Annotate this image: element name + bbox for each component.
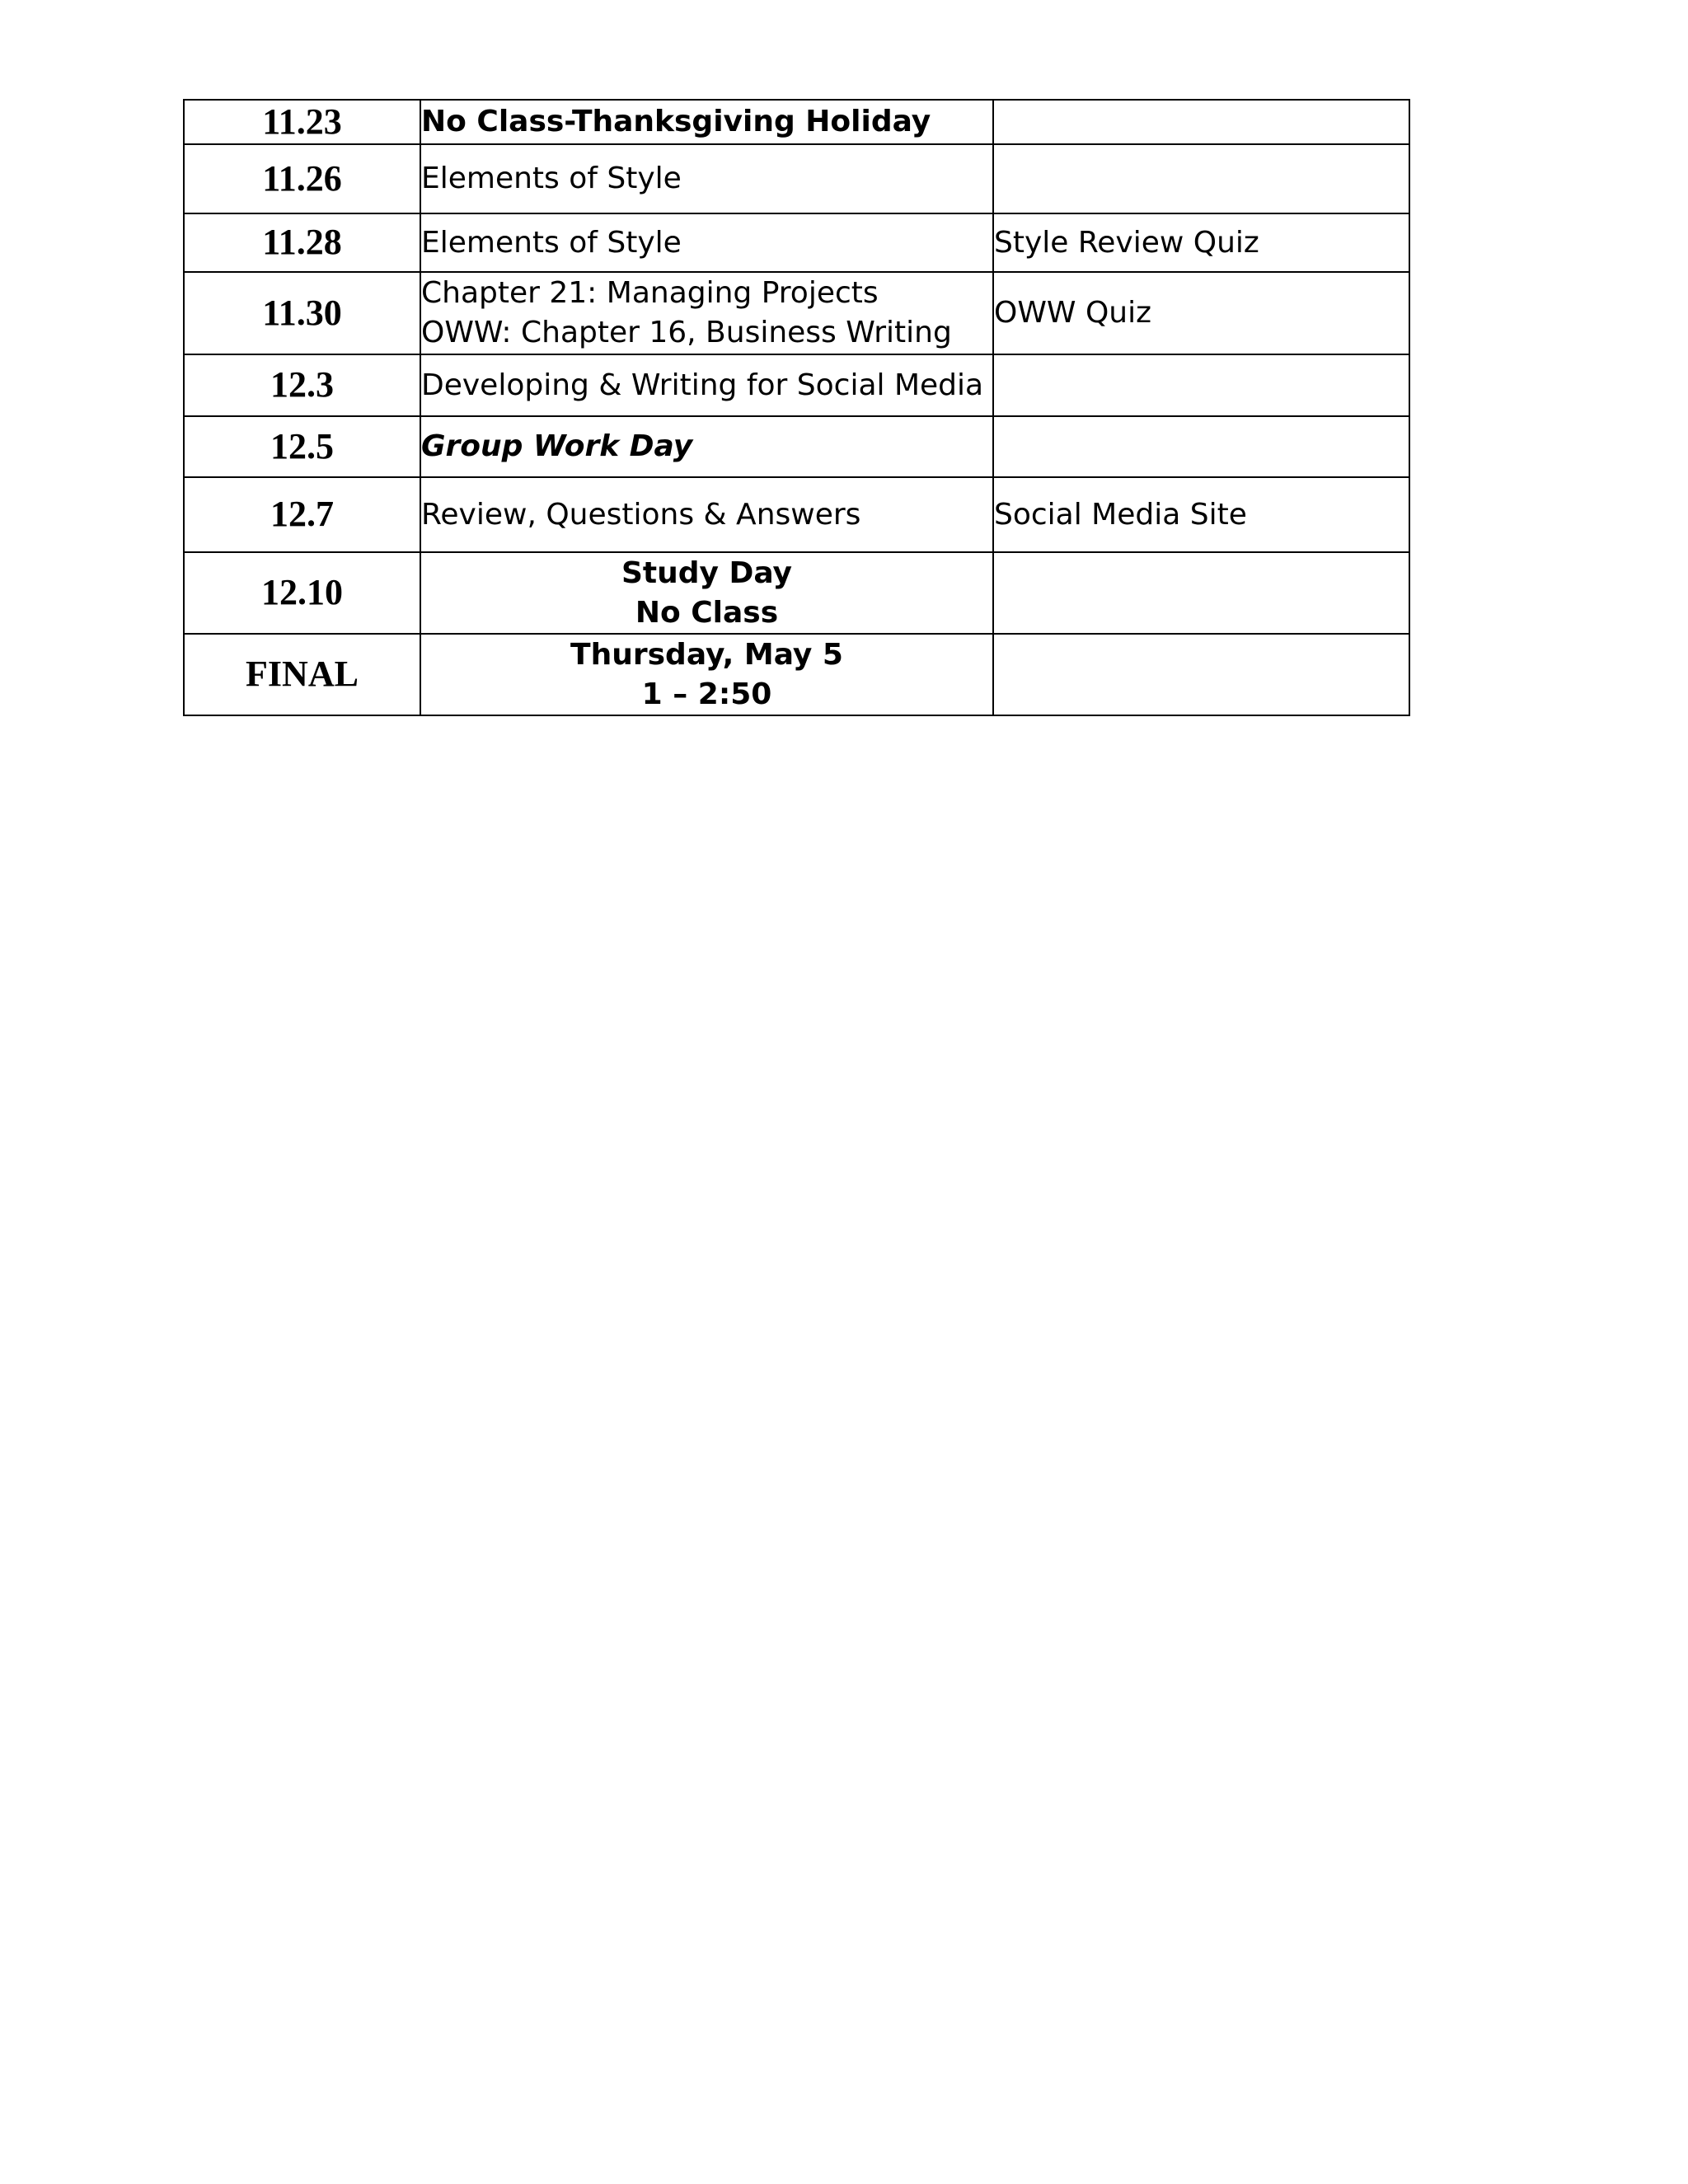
topic-line: Review, Questions & Answers [421,497,861,532]
date-cell: 12.5 [184,416,420,477]
due-cell: Social Media Site [993,477,1409,552]
due-cell [993,416,1409,477]
topic-line: No Class-Thanksgiving Holiday [421,105,931,138]
topic-line: Group Work Day [421,429,693,463]
table-row [184,213,1409,272]
date-cell: 12.3 [184,354,420,416]
topic-cell [420,634,993,715]
date-cell: 11.23 [184,100,420,144]
schedule-table [183,99,1410,716]
table-row [184,100,1409,144]
date-cell: 11.28 [184,213,420,272]
topic-line: Elements of Style [421,225,682,260]
table-row [184,354,1409,416]
date-cell: 11.26 [184,144,420,213]
topic-cell [420,213,993,272]
topic-cell [420,552,993,634]
topic-cell [420,416,993,477]
due-cell [993,100,1409,144]
topic-line: OWW: Chapter 16, Business Writing [421,316,952,349]
due-cell: Style Review Quiz [993,213,1409,272]
topic-line: 1 – 2:50 [641,677,772,711]
table-row [184,634,1409,715]
topic-cell [420,144,993,213]
topic-cell [420,100,993,144]
topic-line: No Class [635,595,779,630]
table-row [184,477,1409,552]
table-row [184,552,1409,634]
table-row [184,272,1409,354]
date-cell: 12.7 [184,477,420,552]
due-cell [993,144,1409,213]
table-row [184,144,1409,213]
topic-cell [420,477,993,552]
due-cell [993,354,1409,416]
topic-line: Chapter 21: Managing Projects [421,276,879,310]
table-row [184,416,1409,477]
due-cell: OWW Quiz [993,272,1409,354]
date-cell: 11.30 [184,272,420,354]
due-cell [993,552,1409,634]
topic-line: Developing & Writing for Social Media [421,368,984,402]
topic-line: Study Day [621,555,793,590]
topic-cell [420,354,993,416]
topic-line: Thursday, May 5 [570,637,843,672]
date-cell: 12.10 [184,552,420,634]
date-cell: FINAL [184,634,420,715]
due-cell [993,634,1409,715]
topic-cell [420,272,993,354]
topic-line: Elements of Style [421,162,682,195]
